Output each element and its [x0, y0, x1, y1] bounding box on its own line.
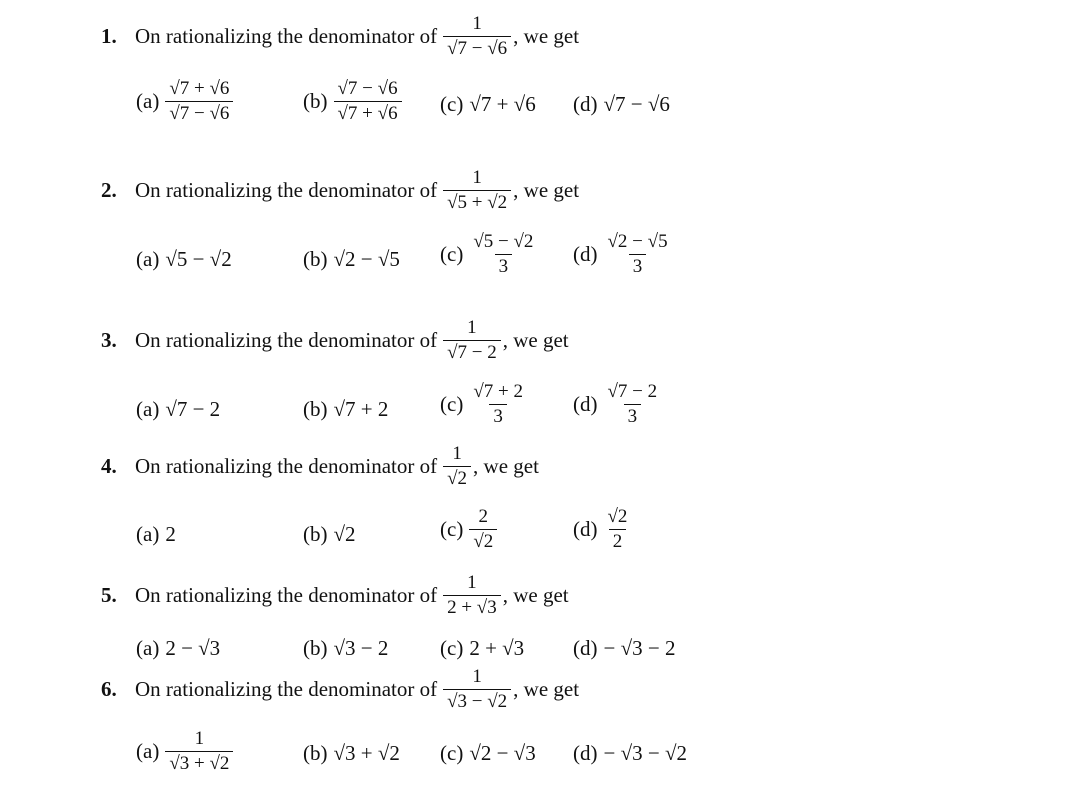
fraction-numerator: √5 − √2 — [473, 231, 534, 252]
fraction-denominator: 3 — [624, 404, 642, 427]
fraction-denominator: 3 — [495, 254, 513, 277]
option-fraction — [604, 507, 632, 552]
fraction-denominator: 3 — [629, 254, 647, 277]
option-label: (c) — [440, 636, 464, 660]
option-label: (c) — [440, 516, 464, 541]
option-fraction — [469, 232, 537, 277]
question-suffix: , we get — [513, 676, 580, 701]
option-label: (a) — [136, 738, 160, 763]
question-number: 4. — [101, 453, 117, 478]
question-text: On rationalizing the denominator of — [135, 582, 438, 607]
fraction-numerator: √2 − √5 — [607, 231, 668, 252]
option-label: (a) — [136, 522, 160, 546]
option-expression: √3 + √2 — [333, 741, 400, 765]
question-stem — [101, 444, 539, 489]
question-suffix: , we get — [513, 177, 580, 202]
fraction-numerator: 2 — [478, 506, 489, 527]
option-label: (b) — [303, 88, 328, 113]
question-expression — [443, 667, 511, 712]
option-c — [440, 232, 537, 277]
question-text: On rationalizing the denominator of — [135, 676, 438, 701]
fraction-denominator: √5 + √2 — [443, 190, 511, 213]
question-number: 3. — [101, 327, 117, 352]
question-stem — [101, 14, 579, 59]
fraction-numerator: 1 — [472, 13, 482, 34]
option-label: (d) — [573, 636, 598, 660]
option-label: (c) — [440, 92, 464, 116]
question-suffix: , we get — [513, 23, 580, 48]
fraction-denominator: √2 — [443, 466, 471, 489]
question-text: On rationalizing the denominator of — [135, 23, 438, 48]
option-a — [136, 729, 233, 774]
option-label: (d) — [573, 241, 598, 266]
fraction-denominator: √7 − √6 — [165, 101, 233, 124]
fraction-numerator: √7 + √6 — [169, 78, 230, 99]
fraction-numerator: √7 − √6 — [337, 78, 398, 99]
question-number: 2. — [101, 177, 117, 202]
option-expression: 2 − √3 — [165, 636, 221, 660]
option-label: (b) — [303, 636, 328, 660]
fraction-numerator: 1 — [467, 317, 477, 338]
option-expression: − √3 − √2 — [603, 741, 687, 765]
option-b — [303, 397, 388, 422]
option-fraction — [604, 382, 662, 427]
fraction-denominator: √7 + √6 — [334, 101, 402, 124]
option-d — [573, 92, 670, 117]
option-a — [136, 247, 232, 272]
option-c — [440, 636, 524, 661]
option-label: (a) — [136, 636, 160, 660]
option-expression: √2 − √3 — [469, 741, 536, 765]
fraction-denominator: √7 − √6 — [443, 36, 511, 59]
question-expression — [443, 168, 511, 213]
option-label: (d) — [573, 92, 598, 116]
option-label: (a) — [136, 88, 160, 113]
option-fraction — [334, 79, 402, 124]
question-number: 6. — [101, 676, 117, 701]
option-c — [440, 382, 527, 427]
option-expression: 2 + √3 — [469, 636, 525, 660]
option-expression: √5 − √2 — [165, 247, 232, 271]
option-label: (c) — [440, 241, 464, 266]
option-c — [440, 741, 536, 766]
question-stem — [101, 667, 579, 712]
option-a — [136, 79, 233, 124]
option-fraction — [469, 382, 527, 427]
question-suffix: , we get — [502, 582, 569, 607]
option-d — [573, 382, 661, 427]
fraction-numerator: 1 — [194, 728, 205, 749]
fraction-denominator: √2 — [469, 529, 497, 552]
question-text: On rationalizing the denominator of — [135, 327, 438, 352]
option-b — [303, 79, 402, 124]
fraction-numerator: √2 — [607, 506, 628, 527]
option-expression: √2 − √5 — [333, 247, 400, 271]
fraction-denominator: 3 — [489, 404, 507, 427]
option-d — [573, 507, 631, 552]
option-c — [440, 507, 497, 552]
option-label: (b) — [303, 741, 328, 765]
question-number: 5. — [101, 582, 117, 607]
question-stem — [101, 318, 569, 363]
question-stem — [101, 573, 569, 618]
option-label: (b) — [303, 522, 328, 546]
question-expression — [443, 14, 511, 59]
option-label: (d) — [573, 741, 598, 765]
question-suffix: , we get — [473, 453, 539, 478]
option-d — [573, 741, 687, 766]
option-expression: √7 − √6 — [603, 92, 670, 116]
fraction-numerator: 1 — [472, 167, 482, 188]
option-expression: − √3 − 2 — [603, 636, 676, 660]
option-expression: 2 — [165, 522, 176, 546]
option-label: (d) — [573, 391, 598, 416]
question-text: On rationalizing the denominator of — [135, 453, 438, 478]
question-stem — [101, 168, 579, 213]
option-label: (a) — [136, 247, 160, 271]
question-text: On rationalizing the denominator of — [135, 177, 438, 202]
option-b — [303, 741, 400, 766]
fraction-numerator: 1 — [467, 572, 477, 593]
option-d — [573, 232, 672, 277]
fraction-numerator: √7 − 2 — [607, 381, 658, 402]
fraction-denominator: √7 − 2 — [443, 340, 501, 363]
option-expression: √7 + 2 — [333, 397, 389, 421]
question-expression — [443, 444, 471, 489]
option-fraction — [469, 507, 497, 552]
option-expression: √2 — [333, 522, 356, 546]
fraction-denominator: 2 + √3 — [443, 595, 501, 618]
question-suffix: , we get — [502, 327, 569, 352]
fraction-numerator: √7 + 2 — [473, 381, 523, 402]
option-b — [303, 636, 388, 661]
option-label: (c) — [440, 391, 464, 416]
option-b — [303, 247, 400, 272]
option-c — [440, 92, 536, 117]
option-b — [303, 522, 356, 547]
option-label: (c) — [440, 741, 464, 765]
option-a — [136, 397, 220, 422]
option-fraction — [604, 232, 672, 277]
option-fraction — [165, 79, 233, 124]
fraction-denominator: √3 + √2 — [165, 751, 233, 774]
option-fraction — [165, 729, 233, 774]
option-expression: √3 − 2 — [333, 636, 389, 660]
option-label: (d) — [573, 516, 598, 541]
fraction-denominator: 2 — [609, 529, 627, 552]
option-label: (b) — [303, 397, 328, 421]
option-label: (a) — [136, 397, 160, 421]
option-expression: √7 + √6 — [469, 92, 536, 116]
option-a — [136, 636, 220, 661]
fraction-numerator: 1 — [472, 666, 482, 687]
option-a — [136, 522, 176, 547]
fraction-denominator: √3 − √2 — [443, 689, 511, 712]
question-expression — [443, 318, 501, 363]
question-expression — [443, 573, 501, 618]
option-expression: √7 − 2 — [165, 397, 221, 421]
fraction-numerator: 1 — [452, 443, 462, 464]
option-label: (b) — [303, 247, 328, 271]
option-d — [573, 636, 675, 661]
question-number: 1. — [101, 23, 117, 48]
